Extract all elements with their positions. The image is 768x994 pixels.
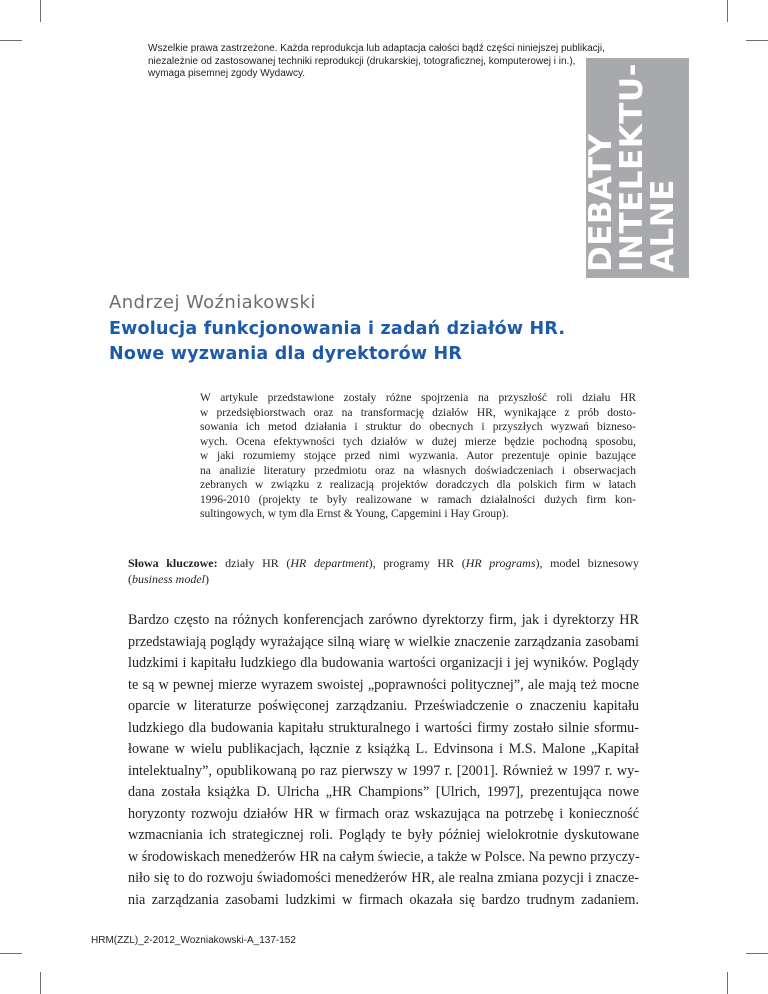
- page-footer: HRM(ZZL)_2-2012_Wozniakowski-A_137-152: [91, 935, 296, 946]
- crop-mark: [0, 40, 22, 41]
- crop-mark: [746, 40, 768, 41]
- abstract-line: zebranych w związku z realizacją projektów doradczych dla polskich firm w latach: [200, 479, 636, 491]
- abstract: [200, 391, 636, 522]
- keywords-text: ), model biznesowy: [535, 556, 640, 570]
- copyright-line: wymaga pisemnej zgody Wydawcy.: [148, 68, 306, 79]
- abstract-line: W artykule przedstawione zostały różne spojrzenia na przyszłość roli działu HR: [200, 392, 636, 404]
- keywords-text: ), programy HR (: [368, 556, 466, 570]
- keywords-text: (: [128, 572, 132, 586]
- body-line: ludzkimi i kapitału ludzkiego dla budowania wartości organizacji i jej wyników. Poglądy: [128, 655, 639, 671]
- keywords: [128, 555, 639, 587]
- body-line: horyzonty rozwoju działów HR w firmach oraz wskazująca na potrzebę i konieczność: [128, 805, 639, 822]
- keyword-term: HR programs: [465, 556, 536, 570]
- body-line: te są w pewnej mierze wyrazem swoistej „poprawności politycznej”, ale mają też mocne: [128, 676, 639, 693]
- section-tab-label: [583, 58, 681, 278]
- title-line: Ewolucja funkcjonowania i zadań działów HR.: [109, 319, 566, 339]
- keyword-term: HR department: [290, 556, 369, 570]
- crop-mark: [746, 953, 768, 954]
- keywords-label: Słowa kluczowe:: [128, 556, 218, 570]
- article-title: [109, 317, 565, 367]
- abstract-line: w jaki rozumiemy stojące przed nimi wyzwania. Autor prezentuje opinie bazujące: [200, 450, 636, 462]
- section-tab-line: INTELEKTU-: [614, 63, 650, 272]
- section-tab-line: DEBATY: [583, 133, 619, 272]
- body-line: ludzkiego dla budowania kapitału strukturalnego i wartości firmy zostało silnie sformu-: [128, 719, 639, 736]
- copyright-line: niezależnie od zastosowanej techniki reprodukcji (drukarskiej, totograficznej, komputerowej i in.),: [148, 55, 576, 67]
- copyright-line: Wszelkie prawa zastrzeżone. Każda reprodukcja lub adaptacja całości bądź części niniejszej publikacji,: [148, 43, 605, 54]
- crop-mark: [40, 0, 41, 22]
- body-line: intelektualny”, opublikowaną po raz pierwszy w 1997 r. [2001]. Również w 1997 r. wy-: [128, 762, 639, 779]
- body-line: nia zarządzania zasobami ludzkimi w firmach okazała się bardzo trudnym zadaniem.: [128, 891, 639, 908]
- abstract-line: sultingowych, w tym dla Ernst & Young, Capgemini i Hay Group).: [200, 508, 509, 520]
- body-line: Bardzo często na różnych konferencjach zarówno dyrektorzy firm, jak i dyrektorzy HR: [128, 612, 639, 628]
- body-line: dana została książka D. Ulricha „HR Champions” [Ulrich, 1997], prezentująca nowe: [128, 784, 639, 800]
- section-tab-line: ALNE: [645, 179, 681, 272]
- keywords-line: [128, 555, 639, 571]
- abstract-line: wych. Ocena efektywności tych działów w dużej mierze będzie pochodną sposobu,: [200, 435, 636, 448]
- body-line: łowane w wielu publikacjach, łącznie z książką L. Edvinsona i M.S. Malone „Kapitał: [128, 741, 639, 757]
- keywords-text: ): [205, 572, 209, 586]
- article-author: Andrzej Woźniakowski: [109, 292, 316, 313]
- body-line: w środowiskach menedżerów HR na całym świecie, a także w Polsce. Na pewno przyczy-: [128, 848, 640, 865]
- keyword-term: business model: [132, 572, 205, 586]
- title-line: Nowe wyzwania dla dyrektorów HR: [109, 344, 463, 364]
- keywords-text: działy HR (: [217, 556, 291, 570]
- abstract-line: na analizie literatury przedmiotu oraz na własnych doświadczeniach i obserwacjach: [200, 464, 636, 477]
- body-line: wzmacniania ich strategicznej roli. Poglądy te były później wielokrotnie dyskutowane: [128, 827, 639, 843]
- crop-mark: [727, 0, 728, 22]
- crop-mark: [0, 953, 22, 954]
- keywords-line: [128, 571, 639, 587]
- body-line: oparcie w literaturze poświęconej zarządzaniu. Przeświadczenie o znaczeniu kapitału: [128, 698, 639, 714]
- abstract-line: 1996-2010 (projekty te były realizowane w ramach działalności dużych firm kon-: [200, 493, 636, 506]
- body-paragraph: [128, 610, 639, 911]
- abstract-line: w przedsiębiorstwach oraz na transformację działów HR, wynikające z prób dosto-: [200, 406, 636, 419]
- abstract-line: sowania ich metod działania i struktur do obecnych i przyszłych wyzwań bizneso-: [200, 421, 636, 433]
- crop-mark: [727, 972, 728, 994]
- crop-mark: [40, 972, 41, 994]
- body-line: przedstawiają poglądy wyrażające silną wiarę w wielkie znaczenie zarządzania zasobami: [128, 633, 639, 650]
- body-line: niło się to do rozwoju świadomości menedżerów HR, ale realna zmiana pozycji i znacze-: [128, 870, 639, 886]
